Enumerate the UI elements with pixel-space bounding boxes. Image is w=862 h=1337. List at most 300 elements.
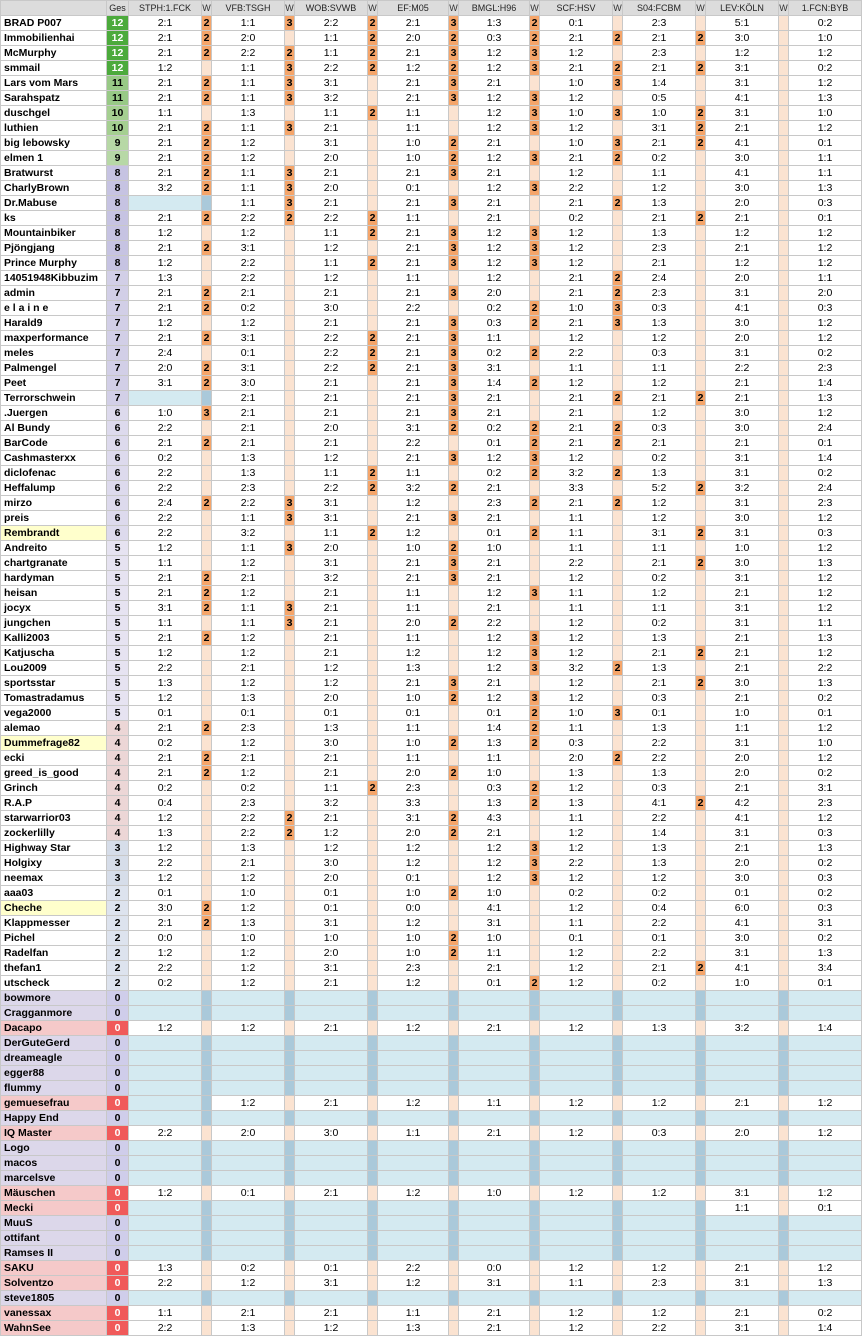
tip-cell: 1:3: [212, 691, 285, 706]
tip-cell: 1:2: [789, 241, 862, 256]
wager-cell: [530, 931, 540, 946]
tip-cell: 1:1: [212, 196, 285, 211]
tip-cell: 1:0: [540, 301, 613, 316]
wager-cell: [530, 286, 540, 301]
tip-cell: 2:1: [129, 331, 202, 346]
wager-cell: [696, 466, 706, 481]
wager-cell: [530, 166, 540, 181]
wager-cell: [696, 931, 706, 946]
tip-cell: 1:2: [212, 1276, 285, 1291]
table-row: [1, 1036, 862, 1051]
wager-cell-empty: [530, 991, 540, 1006]
wager-cell: 2: [202, 241, 212, 256]
tip-cell: 3:1: [295, 136, 368, 151]
tip-cell: 2:1: [459, 76, 530, 91]
wager-cell: [530, 601, 540, 616]
tip-cell-empty: [212, 1156, 285, 1171]
tip-cell-empty: [378, 1156, 449, 1171]
wager-cell: [368, 1186, 378, 1201]
player-points: 5: [107, 631, 129, 646]
wager-cell: [779, 466, 789, 481]
wager-cell: 2: [530, 781, 540, 796]
player-points: 2: [107, 901, 129, 916]
wager-cell: [202, 871, 212, 886]
tip-cell: 1:2: [295, 826, 368, 841]
tip-cell-empty: [623, 1006, 696, 1021]
wager-cell: [696, 841, 706, 856]
wager-cell: [530, 751, 540, 766]
tip-cell: 1:4: [789, 376, 862, 391]
tip-cell: 2:1: [129, 136, 202, 151]
player-points: 0: [107, 1096, 129, 1111]
wager-cell: 3: [449, 331, 459, 346]
tip-cell: 1:1: [459, 946, 530, 961]
tip-cell: 3:1: [459, 916, 530, 931]
wager-cell: [613, 766, 623, 781]
wager-cell-empty: [285, 1171, 295, 1186]
wager-cell: 3: [449, 361, 459, 376]
table-row: [1, 1216, 862, 1231]
tip-cell: 2:1: [540, 286, 613, 301]
wager-cell-empty: [202, 391, 212, 406]
wager-cell: [285, 226, 295, 241]
tip-cell: 1:2: [540, 91, 613, 106]
wager-cell: [202, 706, 212, 721]
wager-cell: [779, 181, 789, 196]
tip-cell: 1:2: [789, 586, 862, 601]
table-row: [1, 811, 862, 826]
wager-cell: 2: [202, 721, 212, 736]
tip-cell: 2:1: [706, 1096, 779, 1111]
tip-cell: 2:1: [540, 196, 613, 211]
table-row: [1, 241, 862, 256]
wager-cell: [779, 871, 789, 886]
wager-cell: [530, 1276, 540, 1291]
player-name: Andreito: [1, 541, 107, 556]
tip-cell: 1:2: [212, 151, 285, 166]
wager-cell: [613, 931, 623, 946]
tip-cell: 1:2: [623, 406, 696, 421]
tip-cell: 1:2: [623, 871, 696, 886]
tip-cell: 0:3: [459, 781, 530, 796]
wager-cell: 2: [696, 646, 706, 661]
wager-cell: [779, 1306, 789, 1321]
player-name: diclofenac: [1, 466, 107, 481]
wager-cell-empty: [285, 1081, 295, 1096]
wager-cell-empty: [613, 1036, 623, 1051]
tip-cell-empty: [295, 1216, 368, 1231]
wager-cell: [368, 421, 378, 436]
tip-cell: 3:1: [295, 496, 368, 511]
tip-cell: 2:1: [212, 391, 285, 406]
player-points: 8: [107, 256, 129, 271]
header-points: Ges: [107, 1, 129, 16]
wager-cell: [368, 241, 378, 256]
player-points: 6: [107, 511, 129, 526]
tip-cell: 1:2: [378, 1096, 449, 1111]
player-name: marcelsve: [1, 1171, 107, 1186]
table-row: [1, 196, 862, 211]
wager-cell-empty: [202, 1006, 212, 1021]
tip-cell: 0:1: [459, 436, 530, 451]
tip-cell: 1:3: [212, 466, 285, 481]
wager-cell: [285, 346, 295, 361]
tip-cell: 1:3: [789, 631, 862, 646]
wager-cell: 2: [696, 676, 706, 691]
header-wager: W: [285, 1, 295, 16]
table-row: [1, 856, 862, 871]
tip-cell: 1:2: [540, 781, 613, 796]
tip-cell: 3:1: [706, 736, 779, 751]
wager-cell: [779, 16, 789, 31]
table-row: [1, 916, 862, 931]
tip-cell-empty: [789, 1081, 862, 1096]
tip-cell: 0:2: [789, 1306, 862, 1321]
wager-cell-empty: [613, 1006, 623, 1021]
tip-cell: 2:0: [378, 826, 449, 841]
tip-cell: 1:3: [789, 1276, 862, 1291]
tip-cell-empty: [623, 1051, 696, 1066]
player-name: CharlyBrown: [1, 181, 107, 196]
tip-cell: 2:0: [129, 361, 202, 376]
wager-cell: 2: [202, 31, 212, 46]
wager-cell-empty: [530, 1291, 540, 1306]
tip-cell: 2:1: [295, 391, 368, 406]
tip-cell: 1:2: [789, 1186, 862, 1201]
tip-cell-empty: [459, 1081, 530, 1096]
wager-cell: [779, 91, 789, 106]
tip-cell: 2:1: [295, 1186, 368, 1201]
wager-cell: 3: [449, 196, 459, 211]
wager-cell-empty: [613, 1141, 623, 1156]
wager-cell: 2: [202, 376, 212, 391]
tip-cell: 1:4: [789, 451, 862, 466]
player-name: Grinch: [1, 781, 107, 796]
tip-cell-empty: [212, 1291, 285, 1306]
wager-cell: [202, 1306, 212, 1321]
wager-cell: [613, 721, 623, 736]
tip-cell-empty: [459, 1141, 530, 1156]
player-points: 5: [107, 661, 129, 676]
wager-cell: [779, 76, 789, 91]
tip-cell-empty: [212, 1141, 285, 1156]
wager-cell-empty: [202, 1201, 212, 1216]
wager-cell: [202, 796, 212, 811]
player-name: macos: [1, 1156, 107, 1171]
tip-cell-empty: [540, 1291, 613, 1306]
wager-cell: 2: [613, 196, 623, 211]
tip-cell: 1:1: [540, 601, 613, 616]
wager-cell-empty: [368, 1111, 378, 1126]
wager-cell: [696, 751, 706, 766]
wager-cell: [779, 796, 789, 811]
tip-cell-empty: [540, 1111, 613, 1126]
wager-cell: [779, 961, 789, 976]
table-row: [1, 976, 862, 991]
tip-cell: 0:1: [789, 976, 862, 991]
wager-cell: [779, 406, 789, 421]
tip-cell: 1:0: [459, 931, 530, 946]
wager-cell: [368, 946, 378, 961]
tip-cell: 2:2: [295, 346, 368, 361]
tip-cell: 0:3: [789, 901, 862, 916]
wager-cell: [696, 871, 706, 886]
tip-cell-empty: [212, 1246, 285, 1261]
tip-cell: 2:1: [706, 646, 779, 661]
tip-cell: 2:2: [295, 211, 368, 226]
wager-cell: [696, 286, 706, 301]
wager-cell: [285, 376, 295, 391]
tip-cell: 2:1: [706, 781, 779, 796]
wager-cell: [202, 61, 212, 76]
tip-cell: 3:1: [706, 601, 779, 616]
tip-cell: 1:1: [623, 361, 696, 376]
wager-cell: [613, 361, 623, 376]
tip-cell: 1:2: [789, 721, 862, 736]
tip-cell: 1:4: [623, 826, 696, 841]
tip-cell: 2:2: [295, 481, 368, 496]
tip-cell: 4:1: [706, 136, 779, 151]
tip-cell: 2:0: [540, 751, 613, 766]
header-match: STPH:1.FCK: [129, 1, 202, 16]
tip-cell: 4:1: [623, 796, 696, 811]
tip-cell: 0:2: [789, 346, 862, 361]
player-points: 12: [107, 46, 129, 61]
player-name: BRAD P007: [1, 16, 107, 31]
tip-cell: 2:1: [378, 16, 449, 31]
tip-cell-empty: [540, 1216, 613, 1231]
tip-cell: 1:1: [129, 1306, 202, 1321]
tip-cell-empty: [378, 991, 449, 1006]
tip-cell-empty: [623, 1066, 696, 1081]
wager-cell: [696, 271, 706, 286]
tip-cell: 2:1: [295, 166, 368, 181]
wager-cell: [696, 226, 706, 241]
tip-cell: 1:1: [295, 256, 368, 271]
wager-cell: [530, 676, 540, 691]
wager-cell: [530, 946, 540, 961]
tip-cell: 2:2: [212, 46, 285, 61]
tip-cell: 1:1: [295, 31, 368, 46]
wager-cell: [368, 886, 378, 901]
player-points: 10: [107, 121, 129, 136]
tip-cell: 2:1: [623, 211, 696, 226]
wager-cell: [779, 886, 789, 901]
wager-cell: [530, 961, 540, 976]
tip-cell: 2:1: [459, 571, 530, 586]
tip-cell-empty: [706, 991, 779, 1006]
tip-cell: 1:2: [459, 586, 530, 601]
tip-cell: 2:1: [623, 136, 696, 151]
tip-cell: 2:1: [378, 316, 449, 331]
wager-cell: [202, 976, 212, 991]
table-row: [1, 1111, 862, 1126]
wager-cell: [530, 196, 540, 211]
tip-cell-empty: [129, 1156, 202, 1171]
wager-cell: [285, 961, 295, 976]
wager-cell: [779, 496, 789, 511]
wager-cell: [779, 61, 789, 76]
tip-cell-empty: [212, 1201, 285, 1216]
table-row: [1, 796, 862, 811]
wager-cell-empty: [696, 1201, 706, 1216]
wager-cell: 2: [449, 811, 459, 826]
wager-cell: [285, 946, 295, 961]
tip-cell: 1:4: [789, 1321, 862, 1336]
player-points: 0: [107, 1051, 129, 1066]
wager-cell: [368, 811, 378, 826]
tip-cell: 2:1: [378, 196, 449, 211]
tip-cell-empty: [378, 1066, 449, 1081]
header-match: VFB:TSGH: [212, 1, 285, 16]
table-row: [1, 391, 862, 406]
tip-cell: 3:1: [789, 916, 862, 931]
player-points: 5: [107, 571, 129, 586]
header-wager: W: [779, 1, 789, 16]
wager-cell: [202, 1186, 212, 1201]
wager-cell: [202, 541, 212, 556]
wager-cell: [530, 391, 540, 406]
table-row: [1, 661, 862, 676]
wager-cell-empty: [202, 1231, 212, 1246]
table-row: [1, 331, 862, 346]
table-row: [1, 991, 862, 1006]
tip-cell: 1:0: [459, 1186, 530, 1201]
wager-cell-empty: [202, 1081, 212, 1096]
tip-cell: 3:0: [706, 871, 779, 886]
wager-cell: [779, 286, 789, 301]
tip-cell-empty: [706, 1171, 779, 1186]
tip-cell: 2:1: [706, 586, 779, 601]
player-points: 0: [107, 1276, 129, 1291]
tip-cell-empty: [540, 1231, 613, 1246]
wager-cell: 2: [530, 31, 540, 46]
wager-cell: 3: [613, 301, 623, 316]
tip-cell: 4:2: [706, 796, 779, 811]
tip-cell-empty: [378, 1081, 449, 1096]
wager-cell: [285, 406, 295, 421]
wager-cell: [368, 1306, 378, 1321]
tip-cell: 2:1: [295, 586, 368, 601]
wager-cell-empty: [613, 1231, 623, 1246]
tip-cell: 1:2: [540, 961, 613, 976]
wager-cell: 2: [530, 346, 540, 361]
wager-cell: 2: [449, 136, 459, 151]
wager-cell: 2: [368, 526, 378, 541]
wager-cell: [613, 16, 623, 31]
wager-cell: [613, 781, 623, 796]
wager-cell: [368, 616, 378, 631]
tip-cell: 2:1: [129, 631, 202, 646]
tip-cell: 1:2: [295, 271, 368, 286]
wager-cell: [779, 826, 789, 841]
header-wager: W: [449, 1, 459, 16]
wager-cell: 3: [613, 106, 623, 121]
wager-cell: 3: [449, 256, 459, 271]
tip-cell: 3:1: [706, 106, 779, 121]
wager-cell-empty: [449, 1141, 459, 1156]
wager-cell: 2: [368, 46, 378, 61]
tip-cell: 1:2: [459, 61, 530, 76]
wager-cell: [202, 931, 212, 946]
wager-cell: [285, 676, 295, 691]
wager-cell: [613, 181, 623, 196]
wager-cell: [368, 376, 378, 391]
tip-cell: 1:2: [295, 841, 368, 856]
wager-cell: [696, 511, 706, 526]
tip-cell: 2:1: [129, 151, 202, 166]
tip-cell: 1:1: [378, 751, 449, 766]
table-row: [1, 676, 862, 691]
wager-cell: 2: [530, 376, 540, 391]
tip-cell: 2:1: [212, 436, 285, 451]
tip-cell: 2:0: [706, 856, 779, 871]
wager-cell-empty: [368, 1156, 378, 1171]
tip-cell: 3:2: [706, 1021, 779, 1036]
player-points: 4: [107, 826, 129, 841]
wager-cell: [779, 751, 789, 766]
table-row: [1, 961, 862, 976]
wager-cell: 2: [696, 961, 706, 976]
wager-cell: 2: [613, 391, 623, 406]
player-name: Peet: [1, 376, 107, 391]
table-row: [1, 586, 862, 601]
tip-cell: 2:1: [378, 406, 449, 421]
tip-cell-empty: [459, 1036, 530, 1051]
wager-cell: [449, 1276, 459, 1291]
table-row: [1, 166, 862, 181]
wager-cell: 2: [696, 211, 706, 226]
tip-cell: 0:2: [623, 976, 696, 991]
tip-cell: 1:1: [706, 721, 779, 736]
player-points: 11: [107, 76, 129, 91]
wager-cell: [202, 856, 212, 871]
tip-cell: 0:2: [623, 571, 696, 586]
tip-cell: 0:2: [129, 976, 202, 991]
wager-cell-empty: [530, 1006, 540, 1021]
tip-cell: 1:2: [540, 976, 613, 991]
tip-cell: 1:4: [459, 376, 530, 391]
wager-cell: [449, 1126, 459, 1141]
wager-cell: 2: [368, 361, 378, 376]
wager-cell: [368, 766, 378, 781]
player-name: Radelfan: [1, 946, 107, 961]
wager-cell: [368, 841, 378, 856]
player-points: 7: [107, 301, 129, 316]
tip-cell-empty: [540, 1036, 613, 1051]
table-row: [1, 421, 862, 436]
wager-cell: [368, 436, 378, 451]
tip-cell: 1:2: [540, 901, 613, 916]
wager-cell: [368, 136, 378, 151]
player-points: 0: [107, 991, 129, 1006]
wager-cell: [779, 481, 789, 496]
tip-cell: 2:3: [212, 721, 285, 736]
wager-cell: 3: [530, 691, 540, 706]
tip-cell: 1:0: [459, 541, 530, 556]
table-row: [1, 886, 862, 901]
wager-cell: [449, 211, 459, 226]
wager-cell: [285, 421, 295, 436]
wager-cell: [285, 886, 295, 901]
wager-cell: [613, 166, 623, 181]
wager-cell: [613, 646, 623, 661]
tip-cell: 1:2: [212, 976, 285, 991]
tip-cell: 1:1: [212, 16, 285, 31]
tip-cell: 2:1: [129, 751, 202, 766]
player-name: mirzo: [1, 496, 107, 511]
wager-cell-empty: [613, 1066, 623, 1081]
